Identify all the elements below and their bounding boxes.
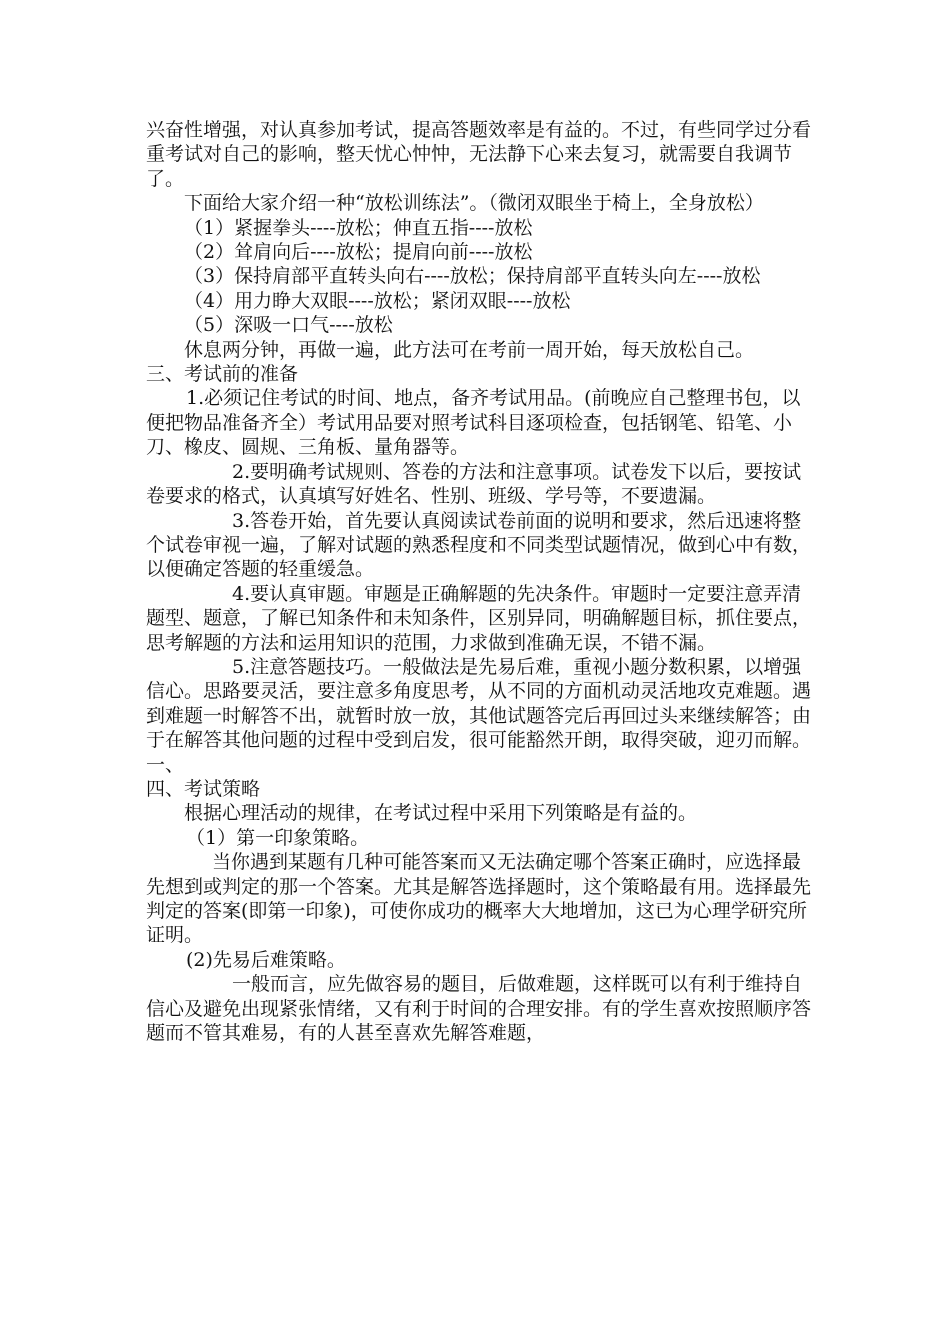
strategy-1-body: 当你遇到某题有几种可能答案而又无法确定哪个答案正确时，应选择最先想到或判定的那一个答案。尤其是解答选择题时，这个策略最有用。选择最先判定的答案(即第一印象)，可使你成功的概率大大地增加，这已为心理学研究所证明。 <box>146 851 812 947</box>
paragraph-intro: 兴奋性增强，对认真参加考试，提高答题效率是有益的。不过，有些同学过分看重考试对自己的影响，整天忧心忡忡，无法静下心来去复习，就需要自我调节了。 <box>146 119 812 190</box>
paragraph-relaxation-intro: 下面给大家介绍一种“放松训练法”。（微闭双眼坐于椅上，全身放松） <box>184 192 764 215</box>
prep-item-1: 1.必须记住考试的时间、地点，备齐考试用品。(前晚应自己整理书包，以便把物品准备齐全）考试用品要对照考试科目逐项检查，包括钢笔、铅笔、小刀、橡皮、圆规、三角板、量角器等。 <box>146 387 801 459</box>
paragraph-rest: 休息两分钟，再做一遍，此方法可在考前一周开始，每天放松自己。 <box>184 338 755 361</box>
relaxation-step-5: （5）深吸一口气----放松 <box>184 314 393 337</box>
prep-item-2: 2.要明确考试规则、答卷的方法和注意事项。试卷发下以后，要按试卷要求的格式，认真填写好姓名、性别、班级、学号等，不要遗漏。 <box>146 460 802 508</box>
strategy-1-title: （1）第一印象策略。 <box>186 826 370 849</box>
relaxation-step-3: （3）保持肩部平直转头向右----放松；保持肩部平直转头向左----放松 <box>184 265 761 288</box>
prep-item-4: 4.要认真审题。审题是正确解题的先决条件。审题时一定要注意弄清题型、题意，了解已知条件和未知条件，区别异同，明确解题目标，抓住要点，思考解题的方法和运用知识的范围，力求做到准确无误，不错不漏。 <box>146 582 812 654</box>
strategy-intro: 根据心理活动的规律，在考试过程中采用下列策略是有益的。 <box>184 802 698 825</box>
strategy-2-title: (2)先易后难策略。 <box>186 948 346 971</box>
relaxation-step-2: （2）耸肩向后----放松；提肩向前----放松 <box>184 241 533 264</box>
document-body <box>146 118 816 1045</box>
relaxation-step-1: （1）紧握拳头----放松；伸直五指----放松 <box>184 216 533 239</box>
strategy-2-body: 一般而言，应先做容易的题目，后做难题，这样既可以有利于维持自信心及避免出现紧张情绪，又有利于时间的合理安排。有的学生喜欢按照顺序答题而不管其难易，有的人甚至喜欢先解答难题， <box>146 973 812 1045</box>
section-heading-4: 四、考试策略 <box>146 777 261 800</box>
prep-item-5: 5.注意答题技巧。一般做法是先易后难，重视小题分数积累，以增强信心。思路要灵活，要注意多角度思考，从不同的方面机动灵活地攻克难题。遇到难题一时解答不出，就暂时放一放，其他试题答完后再回过头来继续解答；由于在解答其他问题的过程中受到启发，很可能豁然开朗，取得突破，迎刃而解。一、 <box>146 655 812 776</box>
section-heading-3: 三、考试前的准备 <box>146 363 299 386</box>
relaxation-step-4: （4）用力睁大双眼----放松；紧闭双眼----放松 <box>184 289 571 312</box>
prep-item-3: 3.答卷开始，首先要认真阅读试卷前面的说明和要求，然后迅速将整个试卷审视一遍，了解对试题的熟悉程度和不同类型试题情况，做到心中有数，以便确定答题的轻重缓急。 <box>146 509 812 581</box>
